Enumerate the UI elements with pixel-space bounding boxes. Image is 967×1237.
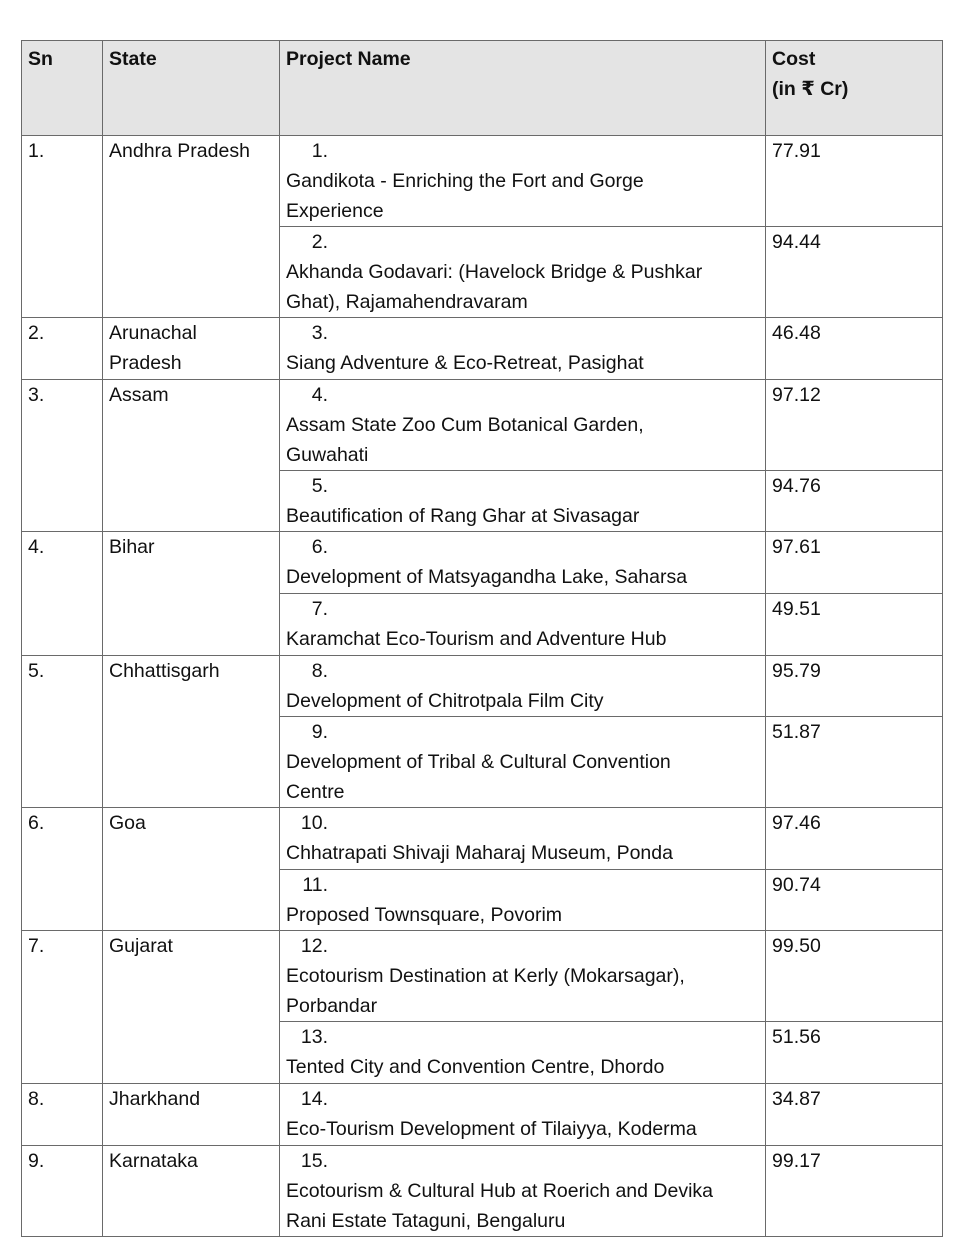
project-number: 10. — [300, 812, 328, 834]
sn-cell: 9. — [22, 1146, 103, 1237]
project-cell — [280, 227, 766, 318]
state-cell: Karnataka — [103, 1146, 280, 1237]
header-cost-label: Cost — [772, 48, 816, 70]
project-name: Assam State Zoo Cum Botanical Garden, Guwahati — [286, 414, 644, 466]
project-number: 13. — [300, 1026, 328, 1048]
project-name: Chhatrapati Shivaji Maharaj Museum, Ponda — [286, 842, 673, 864]
table-row — [22, 1084, 943, 1146]
project-cell — [280, 532, 766, 594]
state-cell: Gujarat — [103, 931, 280, 1084]
project-name: Tented City and Convention Centre, Dhordo — [286, 1056, 665, 1078]
state-cell: Arunachal Pradesh — [103, 318, 280, 380]
project-number: 9. — [311, 721, 328, 743]
project-number: 5. — [311, 475, 328, 497]
project-number: 12. — [300, 935, 328, 957]
state-cell: Goa — [103, 808, 280, 931]
sn-cell: 3. — [22, 380, 103, 532]
project-name: Gandikota - Enriching the Fort and Gorge Experience — [286, 170, 644, 222]
project-cell — [280, 136, 766, 227]
cost-cell: 99.17 — [766, 1146, 943, 1237]
project-cell — [280, 318, 766, 380]
sn-cell: 8. — [22, 1084, 103, 1146]
project-cell — [280, 594, 766, 656]
project-number: 8. — [311, 660, 328, 682]
cost-cell: 77.91 — [766, 136, 943, 227]
cost-cell: 97.12 — [766, 380, 943, 471]
projects-table — [21, 40, 943, 1237]
project-cell — [280, 656, 766, 717]
table-row — [22, 656, 943, 717]
project-name: Ecotourism Destination at Kerly (Mokarsagar), Porbandar — [286, 965, 685, 1017]
project-number: 3. — [311, 322, 328, 344]
sn-cell: 4. — [22, 532, 103, 656]
table-row — [22, 808, 943, 870]
state-cell: Chhattisgarh — [103, 656, 280, 808]
project-number: 4. — [311, 384, 328, 406]
sn-cell: 7. — [22, 931, 103, 1084]
project-number: 14. — [300, 1088, 328, 1110]
cost-cell: 95.79 — [766, 656, 943, 717]
header-row — [22, 41, 943, 136]
cost-cell: 49.51 — [766, 594, 943, 656]
header-state: State — [103, 41, 280, 136]
state-cell: Assam — [103, 380, 280, 532]
project-cell — [280, 931, 766, 1022]
header-sn: Sn — [22, 41, 103, 136]
state-cell: Jharkhand — [103, 1084, 280, 1146]
table-row — [22, 136, 943, 227]
sn-cell: 6. — [22, 808, 103, 931]
project-name: Development of Tribal & Cultural Convention Centre — [286, 751, 671, 803]
project-name: Siang Adventure & Eco-Retreat, Pasighat — [286, 352, 644, 374]
project-cell — [280, 380, 766, 471]
project-cell — [280, 870, 766, 931]
table-row — [22, 931, 943, 1022]
table-row — [22, 1146, 943, 1237]
project-cell — [280, 471, 766, 532]
project-number: 15. — [300, 1150, 328, 1172]
state-cell: Bihar — [103, 532, 280, 656]
project-name: Eco-Tourism Development of Tilaiyya, Koderma — [286, 1118, 697, 1140]
cost-cell: 94.44 — [766, 227, 943, 318]
state-cell: Andhra Pradesh — [103, 136, 280, 318]
project-number: 11. — [302, 874, 328, 896]
table-row — [22, 380, 943, 471]
cost-cell: 51.87 — [766, 717, 943, 808]
project-number: 1. — [311, 140, 328, 162]
table-row — [22, 318, 943, 380]
project-number: 7. — [311, 598, 328, 620]
project-name: Development of Chitrotpala Film City — [286, 690, 604, 712]
header-cost — [766, 41, 943, 136]
project-name: Ecotourism & Cultural Hub at Roerich and Devika Rani Estate Tataguni, Bengaluru — [286, 1180, 714, 1232]
table-row — [22, 532, 943, 594]
cost-cell: 51.56 — [766, 1022, 943, 1084]
cost-cell: 97.61 — [766, 532, 943, 594]
project-cell — [280, 717, 766, 808]
sn-cell: 1. — [22, 136, 103, 318]
cost-cell: 97.46 — [766, 808, 943, 870]
cost-cell: 90.74 — [766, 870, 943, 931]
cost-cell: 46.48 — [766, 318, 943, 380]
sn-cell: 2. — [22, 318, 103, 380]
project-number: 2. — [311, 231, 328, 253]
project-name: Akhanda Godavari: (Havelock Bridge & Pushkar Ghat), Rajamahendravaram — [286, 261, 703, 313]
project-cell — [280, 808, 766, 870]
project-cell — [280, 1146, 766, 1237]
header-project-name: Project Name — [280, 41, 766, 136]
header-cost-unit: (in ₹ Cr) — [772, 78, 849, 100]
project-name: Karamchat Eco-Tourism and Adventure Hub — [286, 628, 667, 650]
cost-cell: 94.76 — [766, 471, 943, 532]
project-cell — [280, 1084, 766, 1146]
project-name: Development of Matsyagandha Lake, Saharsa — [286, 566, 688, 588]
project-cell — [280, 1022, 766, 1084]
project-number: 6. — [311, 536, 328, 558]
cost-cell: 34.87 — [766, 1084, 943, 1146]
cost-cell: 99.50 — [766, 931, 943, 1022]
project-name: Proposed Townsquare, Povorim — [286, 904, 563, 926]
sn-cell: 5. — [22, 656, 103, 808]
project-name: Beautification of Rang Ghar at Sivasagar — [286, 505, 640, 527]
